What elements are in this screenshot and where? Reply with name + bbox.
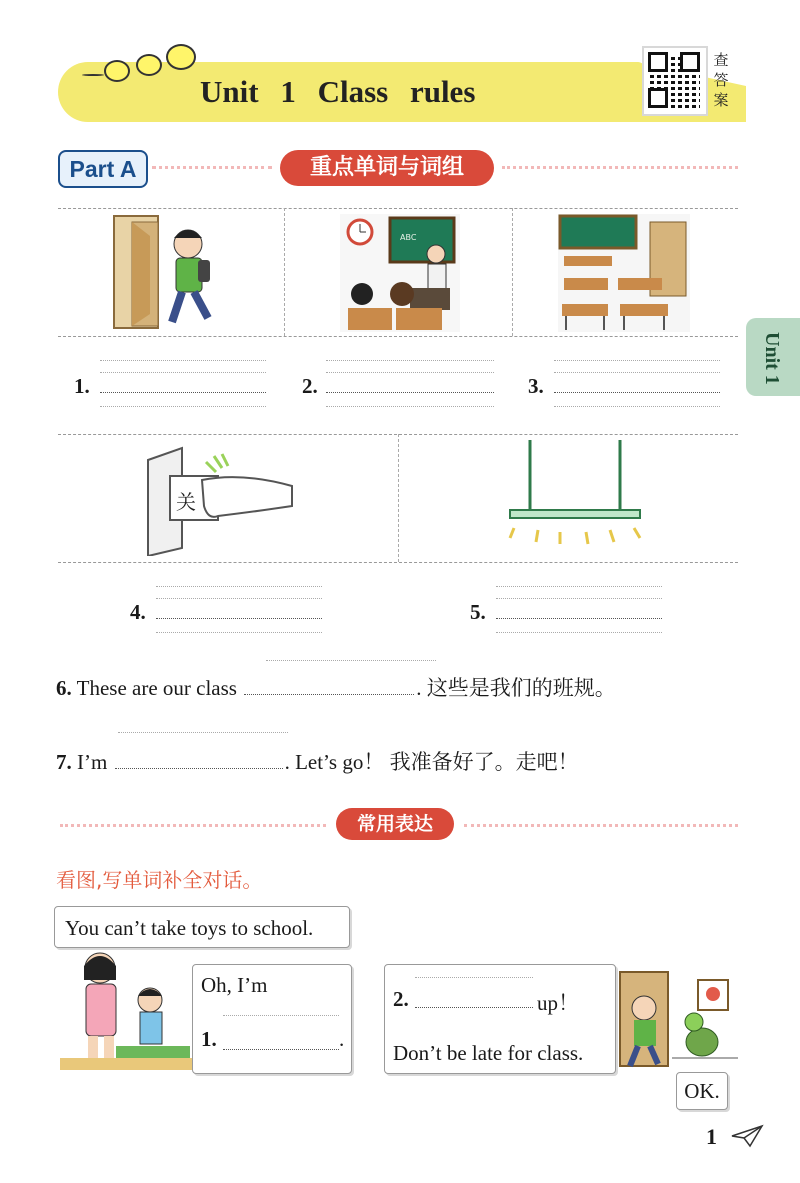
ceiling-light-illustration: [500, 440, 650, 556]
qr-answer-label[interactable]: 查答案: [713, 51, 729, 109]
writing-line: [496, 598, 662, 599]
boy-door-illustration: [110, 214, 220, 332]
writing-line: [223, 1015, 339, 1016]
bubble-text: .: [339, 1027, 345, 1051]
writing-line: [118, 732, 288, 733]
answer-blank-6[interactable]: [244, 694, 414, 695]
grid-line: [398, 434, 399, 562]
grid-line: [58, 208, 738, 209]
mother-son-illustration: [60, 950, 192, 1072]
light-switch-illustration: [142, 440, 302, 556]
writing-line: [554, 360, 720, 361]
answer-blank-7[interactable]: [115, 768, 283, 769]
writing-line: [100, 372, 266, 373]
svg-text:ABC: ABC: [400, 233, 417, 242]
chick-icon: [166, 44, 196, 70]
writing-line: [326, 372, 494, 373]
writing-line: [496, 586, 662, 587]
sentence-text: . Let’s go！ 我准备好了。走吧！: [284, 750, 579, 774]
page-title: Unit 1 Class rules: [200, 74, 476, 109]
writing-line: [156, 632, 322, 633]
qr-code-icon[interactable]: [642, 46, 708, 116]
sentence-number: 6.: [56, 676, 72, 700]
writing-line: [415, 977, 533, 978]
answer-blank-4[interactable]: [156, 618, 322, 619]
boy-turtle-illustration: [614, 970, 738, 1070]
writing-line: [156, 586, 322, 587]
bubble-text: Oh, I’m: [201, 973, 268, 997]
dotted-divider: [464, 824, 738, 827]
dotted-divider: [502, 166, 738, 169]
answer-blank-3[interactable]: [554, 392, 720, 393]
speech-bubble-turtle: [384, 964, 616, 1074]
answer-blank-1[interactable]: [100, 392, 266, 393]
section-title-key-words: 重点单词与词组: [280, 150, 494, 186]
writing-line: [266, 660, 436, 661]
sentence-text: I’m: [77, 750, 108, 774]
section-title-expressions: 常用表达: [336, 808, 454, 840]
sentence-6: [56, 672, 616, 702]
speech-bubble-mother: You can’t take toys to school.: [54, 906, 350, 948]
writing-line: [326, 406, 494, 407]
answer-blank-2[interactable]: [326, 392, 494, 393]
writing-line: [554, 372, 720, 373]
writing-line: [100, 406, 266, 407]
sentence-text: These are our class: [76, 676, 237, 700]
chick-icon: [104, 60, 130, 82]
writing-line: [100, 360, 266, 361]
writing-line: [326, 360, 494, 361]
instruction-text: 看图,写单词补全对话。: [56, 868, 263, 892]
grid-line: [58, 562, 738, 563]
side-unit-label: Unit 1: [761, 332, 783, 385]
dotted-divider: [152, 166, 272, 169]
item-number: 2.: [393, 987, 409, 1011]
answer-blank-5[interactable]: [496, 618, 662, 619]
writing-line: [156, 598, 322, 599]
bubble-text: up！: [537, 991, 579, 1015]
page-number: 1: [706, 1124, 717, 1149]
item-number: 1.: [201, 1027, 217, 1051]
grid-line: [58, 336, 738, 337]
classroom-teacher-illustration: [340, 214, 460, 332]
answer-blank-dialog-1[interactable]: [223, 1049, 339, 1050]
writing-line: [496, 632, 662, 633]
wave-decoration: [82, 74, 104, 76]
item-number: 1.: [74, 374, 90, 398]
part-a-badge: Part A: [58, 150, 148, 188]
grid-line: [284, 208, 285, 336]
sentence-text: . 这些是我们的班规。: [416, 676, 616, 700]
item-number: 5.: [470, 600, 486, 624]
item-number: 3.: [528, 374, 544, 398]
paper-plane-icon: [730, 1124, 764, 1148]
item-number: 4.: [130, 600, 146, 624]
speech-bubble-ok: OK.: [676, 1072, 728, 1110]
writing-line: [554, 406, 720, 407]
dotted-divider: [60, 824, 326, 827]
switch-off-label: 关: [176, 490, 196, 514]
item-number: 2.: [302, 374, 318, 398]
sentence-7: [56, 746, 579, 776]
grid-line: [512, 208, 513, 336]
sentence-number: 7.: [56, 750, 72, 774]
classroom-desks-illustration: [558, 214, 690, 332]
chick-icon: [136, 54, 162, 76]
speech-bubble-boy: [192, 964, 352, 1074]
answer-blank-dialog-2[interactable]: [415, 1007, 533, 1008]
bubble-text: Don’t be late for class.: [393, 1041, 584, 1065]
